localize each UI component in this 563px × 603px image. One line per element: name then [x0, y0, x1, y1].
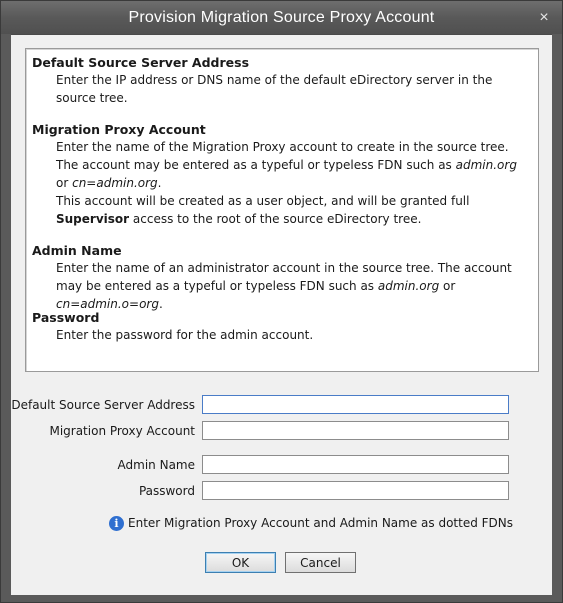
admin-name-input[interactable]	[202, 455, 509, 474]
proxy-account-input[interactable]	[202, 421, 509, 440]
help-body-server: Enter the IP address or DNS name of the default eDirectory server in the source tree.	[56, 73, 493, 105]
info-hint	[109, 514, 513, 532]
help-text: or	[439, 279, 456, 293]
help-body-password: Enter the password for the admin account.	[56, 328, 314, 342]
help-panel[interactable]	[25, 48, 539, 372]
help-text: Enter the name of the Migration Proxy account to create in the source tree. The account may be entered as a typeful or typeless FDN such as	[56, 140, 509, 172]
help-text: Enter the name of an administrator account in the source tree. The account may be entered as a typeful or typeless FDN such as	[56, 261, 512, 293]
help-text: .	[158, 297, 163, 311]
close-icon[interactable]: ×	[539, 9, 549, 26]
window-title: Provision Migration Source Proxy Account	[128, 9, 435, 26]
help-section-proxy	[32, 121, 530, 228]
help-emphasis: Supervisor	[56, 212, 130, 226]
password-label: Password	[138, 484, 195, 498]
help-text: or	[56, 176, 73, 190]
server-address-input[interactable]	[202, 395, 509, 414]
cancel-button[interactable]: Cancel	[285, 552, 356, 573]
info-text: Enter Migration Proxy Account and Admin Name as dotted FDNs	[128, 516, 514, 530]
help-example: admin.org	[455, 158, 517, 172]
help-section-password	[32, 309, 530, 344]
server-address-label: Default Source Server Address	[11, 398, 195, 412]
help-section-admin	[32, 242, 530, 313]
help-text: access to the root of the source eDirectory tree.	[129, 212, 422, 226]
help-example: cn=admin.o=org	[56, 297, 159, 311]
help-section-server	[32, 54, 530, 107]
help-example: cn=admin.org	[72, 176, 158, 190]
help-text: .	[157, 176, 162, 190]
admin-name-label: Admin Name	[117, 458, 195, 472]
title-bar[interactable]	[1, 1, 562, 34]
ok-button[interactable]: OK	[205, 552, 276, 573]
help-body-admin	[32, 259, 530, 313]
help-text: This account will be created as a user object, and will be granted full	[56, 194, 470, 208]
help-heading-password: Password	[32, 310, 100, 325]
help-body-proxy-1	[32, 138, 530, 192]
proxy-account-label: Migration Proxy Account	[49, 424, 195, 438]
password-input[interactable]	[202, 481, 509, 500]
help-heading-server: Default Source Server Address	[32, 55, 250, 70]
help-heading-admin: Admin Name	[32, 243, 122, 258]
help-body-proxy-2	[32, 192, 530, 228]
dialog-client-area	[11, 34, 552, 595]
help-heading-proxy: Migration Proxy Account	[32, 122, 206, 137]
info-icon: i	[109, 516, 124, 531]
help-example: admin.org	[377, 279, 440, 293]
